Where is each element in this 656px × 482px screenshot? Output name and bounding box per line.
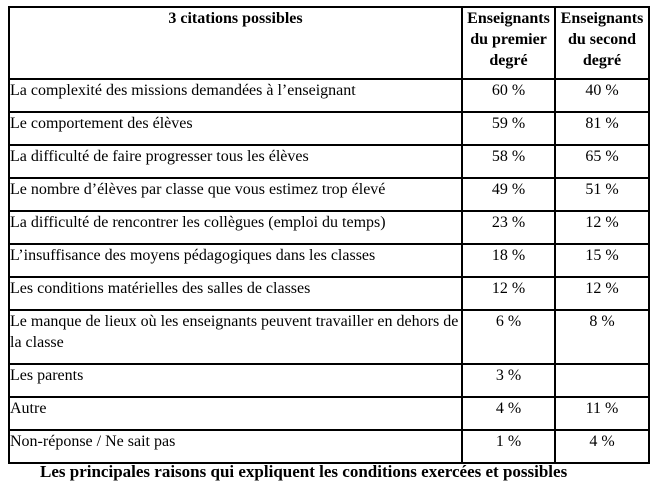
value-premier-degre: 59 % <box>462 112 555 145</box>
table-row <box>9 310 649 364</box>
value-second-degre: 40 % <box>555 79 649 112</box>
header-premier-degre: Enseignants du premier degré <box>462 7 555 79</box>
footer-caption: Les principales raisons qui expliquent les conditions exercées et possibles <box>40 462 568 481</box>
table-row <box>9 112 649 145</box>
row-label: L’insuffisance des moyens pédagogiques dans les classes <box>9 244 462 277</box>
table-row <box>9 244 649 277</box>
row-label: Le nombre d’élèves par classe que vous estimez trop élevé <box>9 178 462 211</box>
table-row <box>9 277 649 310</box>
value-premier-degre: 60 % <box>462 79 555 112</box>
value-second-degre: 8 % <box>555 310 649 364</box>
row-label: Le manque de lieux où les enseignants peuvent travailler en dehors de la classe <box>9 310 462 364</box>
value-premier-degre: 18 % <box>462 244 555 277</box>
header-second-degre: Enseignants du second degré <box>555 7 649 79</box>
header-row <box>9 7 649 79</box>
row-label: Non-réponse / Ne sait pas <box>9 430 462 463</box>
row-label: Autre <box>9 397 462 430</box>
value-second-degre: 4 % <box>555 430 649 463</box>
row-label: La difficulté de faire progresser tous les élèves <box>9 145 462 178</box>
value-premier-degre: 3 % <box>462 364 555 397</box>
row-label: Le comportement des élèves <box>9 112 462 145</box>
value-premier-degre: 58 % <box>462 145 555 178</box>
row-label: Les conditions matérielles des salles de classes <box>9 277 462 310</box>
value-second-degre <box>555 364 649 397</box>
table-row <box>9 79 649 112</box>
row-label: La difficulté de rencontrer les collègues (emploi du temps) <box>9 211 462 244</box>
table-row <box>9 145 649 178</box>
value-premier-degre: 6 % <box>462 310 555 364</box>
value-premier-degre: 49 % <box>462 178 555 211</box>
header-citations: 3 citations possibles <box>9 7 462 79</box>
table-row <box>9 397 649 430</box>
value-premier-degre: 12 % <box>462 277 555 310</box>
table-row <box>9 178 649 211</box>
value-second-degre: 12 % <box>555 277 649 310</box>
value-second-degre: 51 % <box>555 178 649 211</box>
value-premier-degre: 4 % <box>462 397 555 430</box>
row-label: Les parents <box>9 364 462 397</box>
value-second-degre: 11 % <box>555 397 649 430</box>
value-second-degre: 15 % <box>555 244 649 277</box>
value-second-degre: 81 % <box>555 112 649 145</box>
row-label: La complexité des missions demandées à l’enseignant <box>9 79 462 112</box>
value-premier-degre: 23 % <box>462 211 555 244</box>
value-second-degre: 12 % <box>555 211 649 244</box>
table-row <box>9 430 649 463</box>
table-row <box>9 211 649 244</box>
survey-table <box>8 6 650 464</box>
value-premier-degre: 1 % <box>462 430 555 463</box>
value-second-degre: 65 % <box>555 145 649 178</box>
table-row <box>9 364 649 397</box>
